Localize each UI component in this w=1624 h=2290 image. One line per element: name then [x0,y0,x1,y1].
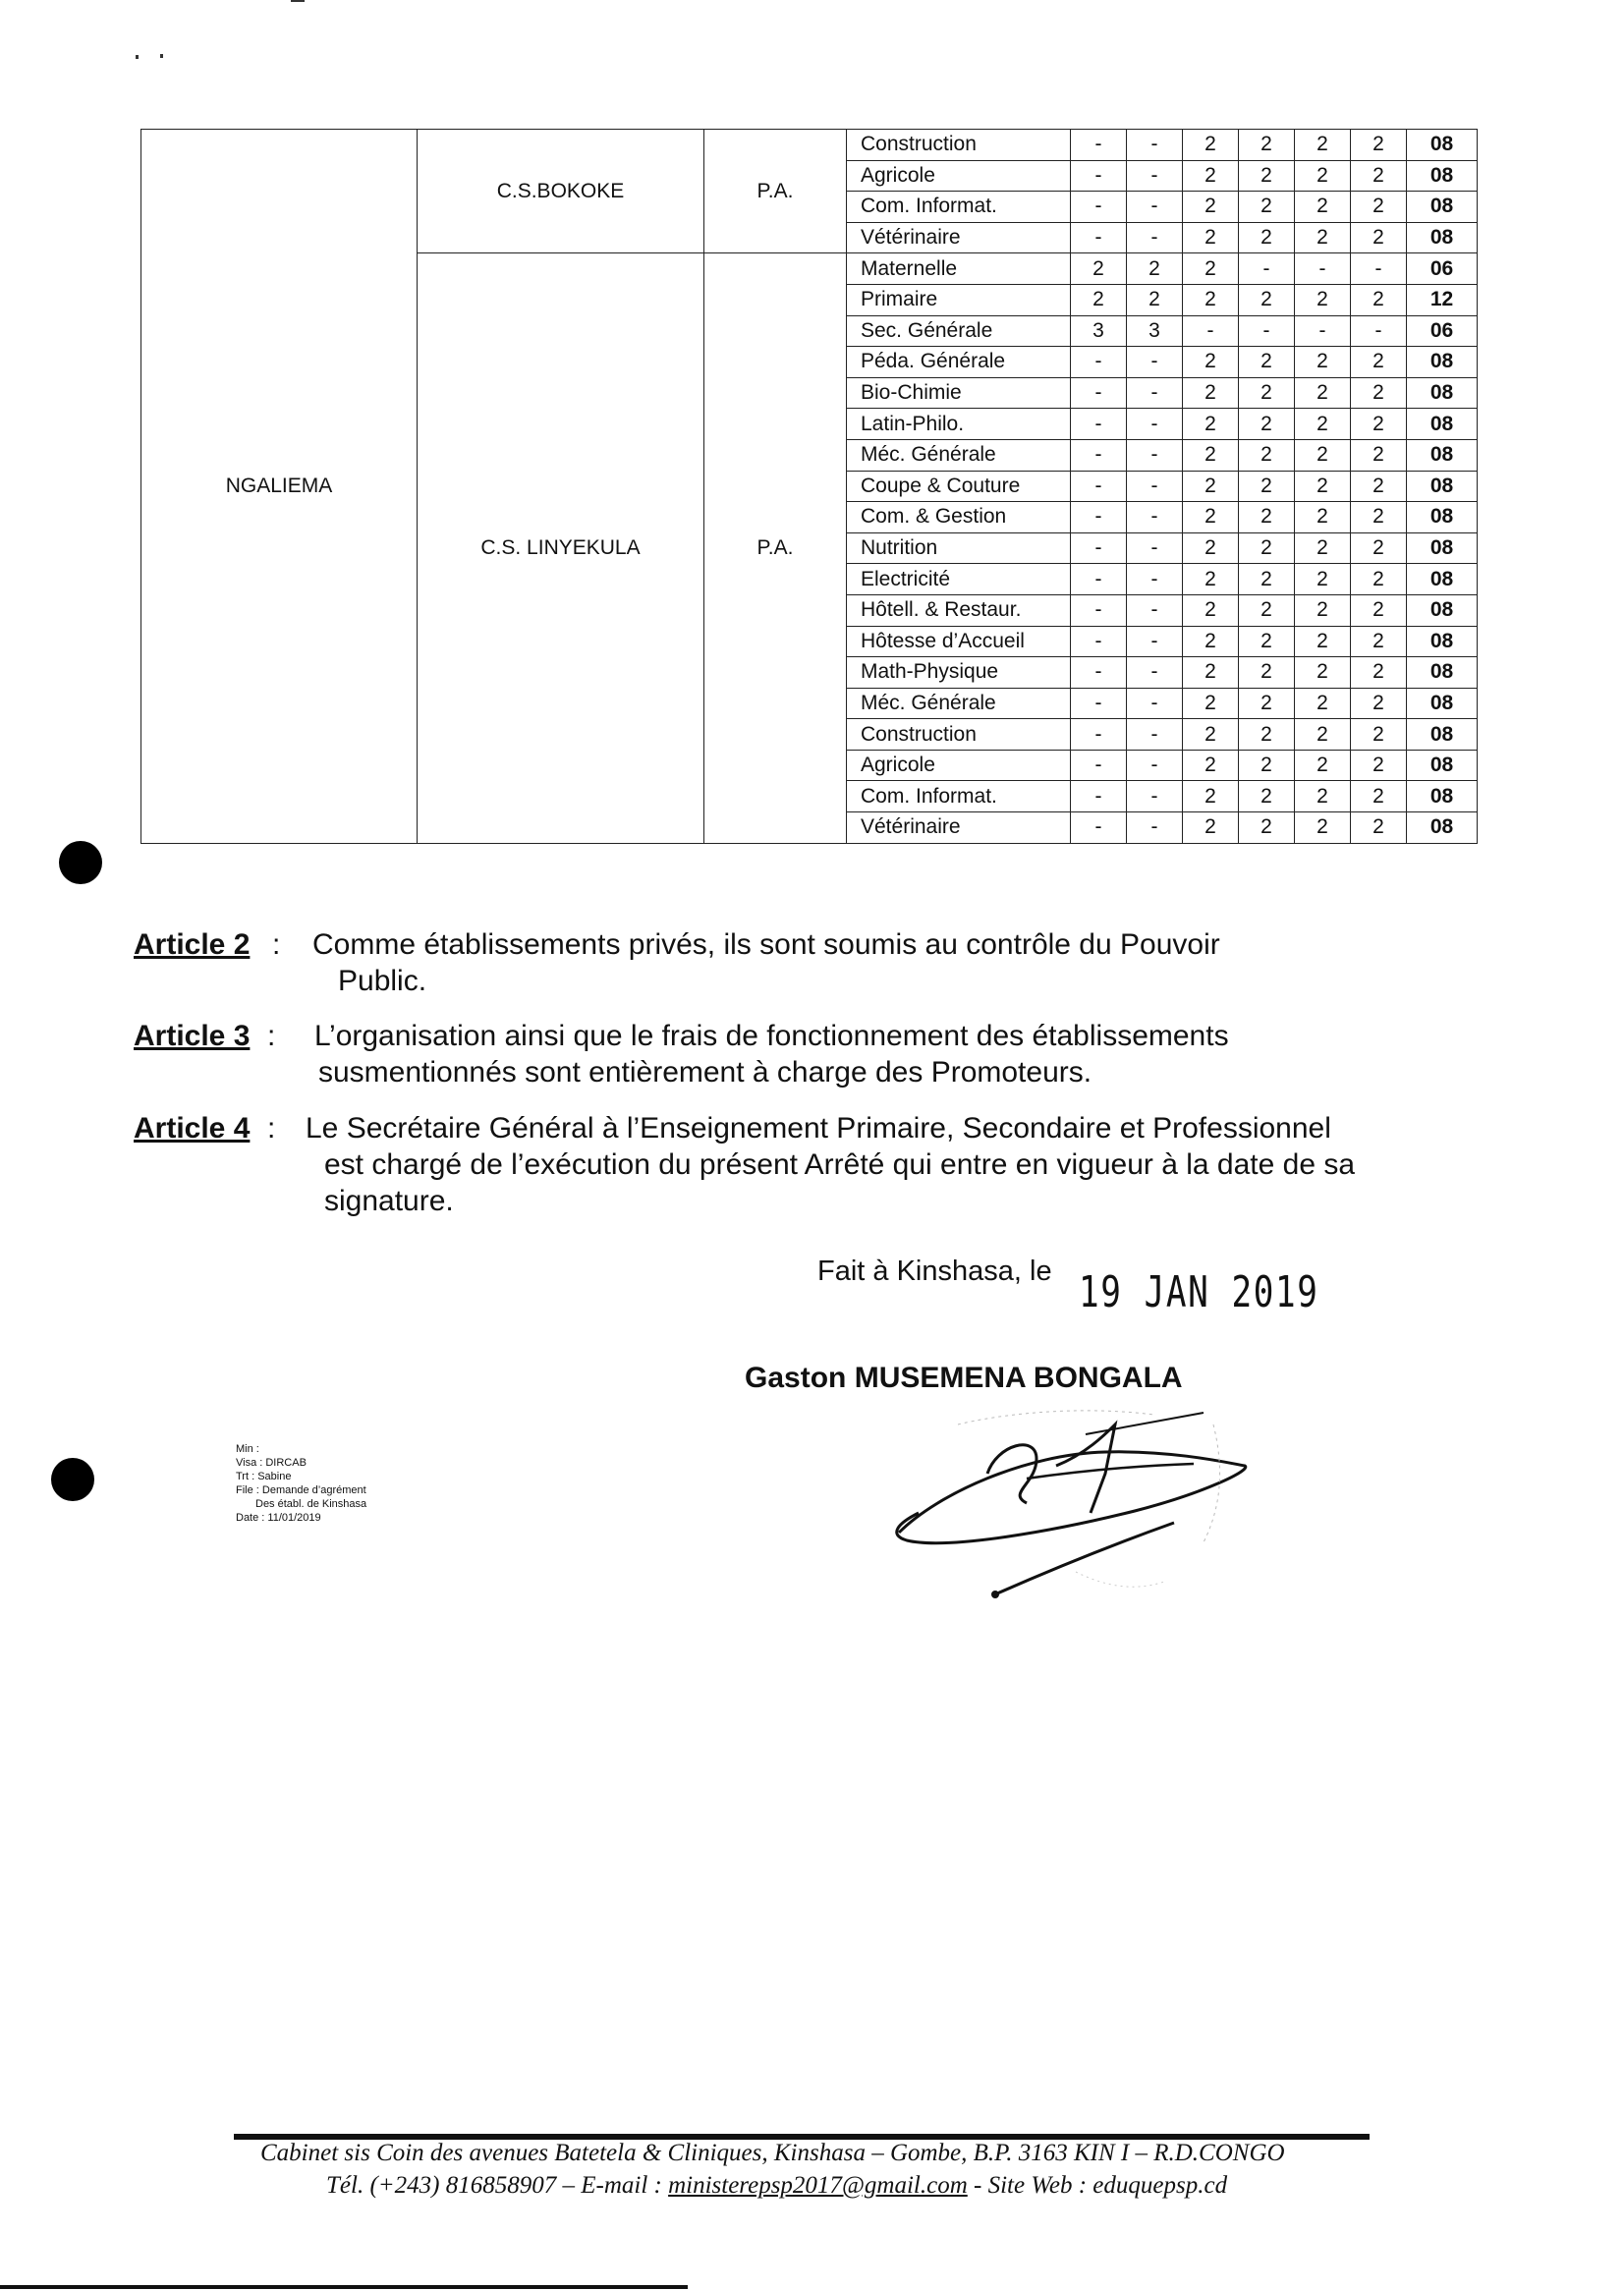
class-count-cell: 2 [1183,347,1239,378]
total-cell: 08 [1407,564,1478,595]
total-cell: 08 [1407,471,1478,502]
commune-cell: NGALIEMA [141,130,418,844]
section-name-cell: Péda. Générale [847,347,1071,378]
class-count-cell: 2 [1295,130,1351,161]
class-count-cell: 2 [1127,253,1183,285]
article-text: Public. [338,965,427,997]
class-count-cell: 2 [1239,532,1295,564]
class-count-cell: - [1127,812,1183,844]
class-count-cell: 2 [1239,192,1295,223]
class-count-cell: - [1071,377,1127,409]
footer-email-link[interactable]: ministerepsp2017@gmail.com [668,2172,968,2199]
class-count-cell: 2 [1295,626,1351,657]
class-count-cell: 2 [1183,160,1239,192]
class-count-cell: - [1071,502,1127,533]
class-count-cell: 2 [1351,626,1407,657]
class-count-cell: - [1351,253,1407,285]
class-count-cell: 2 [1351,222,1407,253]
class-count-cell: - [1127,719,1183,751]
class-count-cell: 2 [1295,719,1351,751]
section-name-cell: Com. Informat. [847,781,1071,812]
class-count-cell: - [1127,409,1183,440]
total-cell: 08 [1407,377,1478,409]
class-count-cell: 2 [1351,284,1407,315]
punch-hole-bottom [51,1458,94,1501]
total-cell: 08 [1407,719,1478,751]
footer-address: Cabinet sis Coin des avenues Batetela & Cliniques, Kinshasa – Gombe, B.P. 3163 KIN I – R.D.CONGO [260,2140,1285,2166]
class-count-cell: 2 [1295,657,1351,689]
total-cell: 08 [1407,160,1478,192]
class-count-cell: 2 [1351,439,1407,471]
class-count-cell: 2 [1183,130,1239,161]
class-count-cell: - [1071,192,1127,223]
class-count-cell: 2 [1183,471,1239,502]
class-count-cell: - [1127,781,1183,812]
class-count-cell: 2 [1351,409,1407,440]
class-count-cell: 2 [1071,284,1127,315]
class-count-cell: - [1071,594,1127,626]
scan-mark [291,0,305,2]
section-name-cell: Construction [847,130,1071,161]
class-count-cell: 2 [1351,750,1407,781]
section-name-cell: Com. Informat. [847,192,1071,223]
article-colon: : [267,1112,276,1145]
meta-file-cont: Des établ. de Kinshasa [255,1498,367,1510]
school-name-cell: C.S. LINYEKULA [418,253,704,843]
class-count-cell: 2 [1295,192,1351,223]
section-name-cell: Agricole [847,160,1071,192]
class-count-cell: - [1127,688,1183,719]
class-count-cell: 2 [1183,192,1239,223]
class-count-cell: 2 [1351,130,1407,161]
class-count-cell: - [1127,750,1183,781]
section-name-cell: Math-Physique [847,657,1071,689]
total-cell: 08 [1407,130,1478,161]
article-label: Article 3 [134,1020,251,1052]
class-count-cell: 2 [1239,502,1295,533]
article-colon: : [267,1020,276,1052]
signer-first-name: Gaston [745,1362,847,1394]
class-count-cell: 2 [1183,594,1239,626]
footer-website: - Site Web : eduquepsp.cd [967,2172,1228,2199]
table-row [141,130,1478,161]
section-name-cell: Maternelle [847,253,1071,285]
class-count-cell: 2 [1351,502,1407,533]
class-count-cell: 2 [1239,812,1295,844]
class-count-cell: 2 [1295,439,1351,471]
class-count-cell: 2 [1351,688,1407,719]
class-count-cell: - [1071,222,1127,253]
class-count-cell: - [1071,750,1127,781]
total-cell: 08 [1407,409,1478,440]
date-stamp: 19 JAN 2019 [1079,1267,1319,1317]
class-count-cell: - [1127,594,1183,626]
meta-trt: Trt : Sabine [236,1471,292,1482]
article-label: Article 2 [134,928,251,961]
article-label: Article 4 [134,1112,251,1145]
school-status-cell: P.A. [704,253,847,843]
article-text: L’organisation ainsi que le frais de fonctionnement des établissements [314,1020,1229,1052]
class-count-cell: 2 [1351,471,1407,502]
scan-mark [136,55,139,59]
class-count-cell: 2 [1183,626,1239,657]
class-count-cell: 2 [1295,532,1351,564]
class-count-cell: 2 [1295,160,1351,192]
article-text: signature. [324,1185,454,1217]
class-count-cell: - [1127,192,1183,223]
meta-visa: Visa : DIRCAB [236,1457,307,1469]
class-count-cell: 3 [1127,315,1183,347]
class-count-cell: 2 [1183,564,1239,595]
footer-contact [326,2172,1227,2200]
class-count-cell: 2 [1239,130,1295,161]
class-count-cell: - [1127,532,1183,564]
class-count-cell: - [1071,130,1127,161]
class-count-cell: 2 [1239,222,1295,253]
meta-file: File : Demande d’agrément [236,1484,366,1496]
class-count-cell: 2 [1239,564,1295,595]
article-3 [134,1018,1489,1096]
document-meta [236,1442,366,1525]
section-name-cell: Hôtesse d’Accueil [847,626,1071,657]
total-cell: 08 [1407,626,1478,657]
class-count-cell: 2 [1239,594,1295,626]
class-count-cell: - [1071,564,1127,595]
class-count-cell: - [1127,564,1183,595]
section-name-cell: Sec. Générale [847,315,1071,347]
class-count-cell: - [1127,130,1183,161]
total-cell: 08 [1407,688,1478,719]
class-count-cell: 2 [1295,347,1351,378]
class-count-cell: 2 [1071,253,1127,285]
school-name-cell: C.S.BOKOKE [418,130,704,253]
class-count-cell: - [1071,657,1127,689]
class-count-cell: 2 [1183,377,1239,409]
article-text: Le Secrétaire Général à l’Enseignement Primaire, Secondaire et Professionnel [306,1112,1331,1145]
article-text: est chargé de l’exécution du présent Arrêté qui entre en vigueur à la date de sa [324,1148,1356,1181]
class-count-cell: 2 [1239,347,1295,378]
class-count-cell: 2 [1239,750,1295,781]
class-count-cell: 2 [1295,409,1351,440]
class-count-cell: - [1295,253,1351,285]
class-count-cell: 2 [1295,812,1351,844]
total-cell: 08 [1407,439,1478,471]
class-count-cell: - [1239,253,1295,285]
class-count-cell: 2 [1239,626,1295,657]
article-4 [134,1110,1489,1226]
section-name-cell: Coupe & Couture [847,471,1071,502]
class-count-cell: - [1071,688,1127,719]
class-count-cell: 2 [1183,812,1239,844]
section-name-cell: Bio-Chimie [847,377,1071,409]
class-count-cell: 2 [1295,688,1351,719]
class-count-cell: 2 [1351,160,1407,192]
class-count-cell: 2 [1295,750,1351,781]
section-name-cell: Vétérinaire [847,812,1071,844]
class-count-cell: 2 [1239,284,1295,315]
section-name-cell: Agricole [847,750,1071,781]
class-count-cell: 2 [1239,688,1295,719]
class-count-cell: 2 [1351,719,1407,751]
class-count-cell: - [1071,626,1127,657]
section-name-cell: Electricité [847,564,1071,595]
class-count-cell: 2 [1351,532,1407,564]
class-count-cell: 2 [1295,564,1351,595]
article-text: susmentionnés sont entièrement à charge des Promoteurs. [318,1056,1092,1089]
class-count-cell: 2 [1183,284,1239,315]
section-name-cell: Construction [847,719,1071,751]
schools-table [140,129,1478,844]
total-cell: 08 [1407,502,1478,533]
punch-hole-top [59,841,102,884]
class-count-cell: - [1127,222,1183,253]
signature-graphic [879,1375,1272,1611]
total-cell: 08 [1407,347,1478,378]
class-count-cell: - [1071,532,1127,564]
class-count-cell: - [1127,377,1183,409]
class-count-cell: - [1127,471,1183,502]
total-cell: 08 [1407,532,1478,564]
scan-mark [160,54,163,58]
class-count-cell: - [1127,347,1183,378]
signer-last-name: MUSEMENA BONGALA [854,1362,1183,1394]
class-count-cell: 2 [1183,719,1239,751]
class-count-cell: 2 [1351,347,1407,378]
class-count-cell: 2 [1351,377,1407,409]
total-cell: 06 [1407,315,1478,347]
class-count-cell: 2 [1239,719,1295,751]
total-cell: 08 [1407,781,1478,812]
meta-date: Date : 11/01/2019 [236,1512,321,1524]
class-count-cell: 2 [1183,657,1239,689]
total-cell: 08 [1407,192,1478,223]
class-count-cell: 2 [1295,222,1351,253]
class-count-cell: - [1127,657,1183,689]
class-count-cell: - [1351,315,1407,347]
class-count-cell: 2 [1239,409,1295,440]
class-count-cell: - [1127,160,1183,192]
section-name-cell: Nutrition [847,532,1071,564]
class-count-cell: 2 [1183,409,1239,440]
class-count-cell: 2 [1351,812,1407,844]
class-count-cell: - [1071,471,1127,502]
class-count-cell: 2 [1239,471,1295,502]
bottom-edge-line [0,2285,688,2289]
class-count-cell: 2 [1239,377,1295,409]
class-count-cell: 2 [1183,781,1239,812]
total-cell: 08 [1407,750,1478,781]
meta-min: Min : [236,1443,259,1455]
class-count-cell: - [1071,812,1127,844]
article-text: Comme établissements privés, ils sont soumis au contrôle du Pouvoir [312,928,1220,961]
class-count-cell: 2 [1351,657,1407,689]
section-name-cell: Primaire [847,284,1071,315]
section-name-cell: Hôtell. & Restaur. [847,594,1071,626]
article-colon: : [272,928,281,961]
class-count-cell: 2 [1183,502,1239,533]
school-status-cell: P.A. [704,130,847,253]
section-name-cell: Com. & Gestion [847,502,1071,533]
class-count-cell: 2 [1183,532,1239,564]
section-name-cell: Vétérinaire [847,222,1071,253]
footer-phone: Tél. (+243) 816858907 – E-mail : [326,2172,669,2199]
class-count-cell: 3 [1071,315,1127,347]
class-count-cell: - [1071,409,1127,440]
section-name-cell: Méc. Générale [847,688,1071,719]
total-cell: 06 [1407,253,1478,285]
class-count-cell: 2 [1351,564,1407,595]
class-count-cell: - [1127,502,1183,533]
class-count-cell: - [1127,439,1183,471]
class-count-cell: - [1071,347,1127,378]
class-count-cell: - [1071,781,1127,812]
class-count-cell: 2 [1351,192,1407,223]
total-cell: 08 [1407,657,1478,689]
class-count-cell: 2 [1239,657,1295,689]
class-count-cell: 2 [1295,594,1351,626]
class-count-cell: 2 [1183,253,1239,285]
class-count-cell: 2 [1351,781,1407,812]
class-count-cell: - [1295,315,1351,347]
class-count-cell: - [1071,439,1127,471]
class-count-cell: 2 [1295,471,1351,502]
class-count-cell: 2 [1183,439,1239,471]
class-count-cell: 2 [1295,377,1351,409]
total-cell: 08 [1407,222,1478,253]
class-count-cell: 2 [1183,222,1239,253]
section-name-cell: Latin-Philo. [847,409,1071,440]
section-name-cell: Méc. Générale [847,439,1071,471]
class-count-cell: 2 [1239,439,1295,471]
class-count-cell: - [1127,626,1183,657]
total-cell: 08 [1407,594,1478,626]
class-count-cell: - [1071,719,1127,751]
total-cell: 12 [1407,284,1478,315]
class-count-cell: - [1183,315,1239,347]
class-count-cell: - [1071,160,1127,192]
article-2 [134,926,1489,1005]
class-count-cell: 2 [1239,160,1295,192]
class-count-cell: - [1239,315,1295,347]
class-count-cell: 2 [1295,284,1351,315]
class-count-cell: 2 [1351,594,1407,626]
class-count-cell: 2 [1127,284,1183,315]
class-count-cell: 2 [1183,750,1239,781]
class-count-cell: 2 [1183,688,1239,719]
class-count-cell: 2 [1239,781,1295,812]
class-count-cell: 2 [1295,781,1351,812]
total-cell: 08 [1407,812,1478,844]
place-date-label: Fait à Kinshasa, le [817,1256,1052,1287]
class-count-cell: 2 [1295,502,1351,533]
